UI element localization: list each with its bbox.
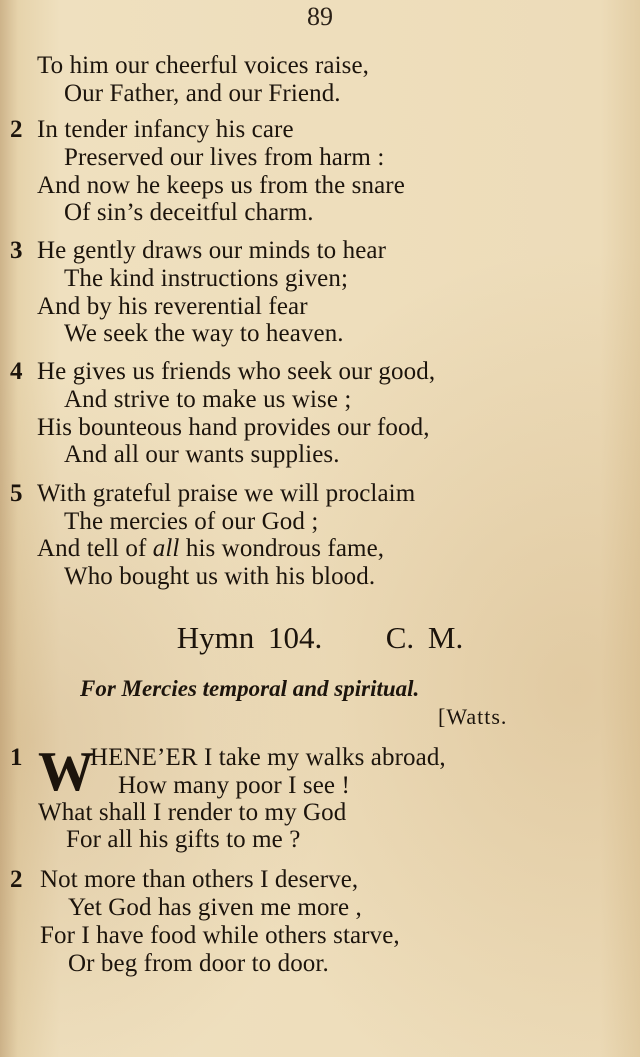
- emphasis-text: all: [152, 535, 180, 562]
- stanza-number: 2: [10, 866, 23, 893]
- verse-line: For I have food while others starve,: [40, 922, 400, 949]
- verse-line: Our Father, and our Friend.: [64, 80, 341, 107]
- stanza-number: 3: [10, 237, 23, 264]
- hymn-occasion: For Mercies temporal and spiritual.: [80, 676, 420, 701]
- verse-line: Yet God has given me more ,: [68, 894, 362, 921]
- verse-line: We seek the way to heaven.: [64, 320, 344, 347]
- verse-line: And now he keeps us from the snare: [37, 172, 405, 199]
- verse-line: What shall I render to my God: [38, 799, 347, 826]
- verse-line: Who bought us with his blood.: [64, 563, 376, 590]
- verse-line: HENE’ER I take my walks abroad,: [90, 744, 446, 771]
- verse-line: For all his gifts to me ?: [66, 826, 301, 853]
- verse-line: In tender infancy his care: [37, 116, 294, 143]
- stanza-number: 1: [10, 744, 23, 771]
- drop-cap: W: [38, 741, 94, 803]
- stanza-number: 2: [10, 116, 23, 143]
- verse-text: his wondrous fame,: [185, 535, 385, 562]
- hymn-title: [0, 620, 640, 656]
- verse-line: Or beg from door to door.: [68, 950, 329, 977]
- verse-line: To him our cheerful voices raise,: [37, 52, 369, 79]
- verse-line: Not more than others I deserve,: [40, 866, 359, 893]
- stanza-number: 5: [10, 480, 23, 507]
- verse-line: And all our wants supplies.: [64, 441, 340, 468]
- verse-line: The mercies of our God ;: [64, 508, 319, 535]
- stanza-number: 4: [10, 358, 23, 385]
- verse-line: He gently draws our minds to hear: [37, 237, 387, 264]
- verse-line: Preserved our lives from harm :: [64, 144, 385, 171]
- verse-line: [37, 535, 384, 563]
- verse-line: The kind instructions given;: [64, 265, 349, 292]
- hymn-attribution: [Watts.: [438, 704, 508, 729]
- hymn-number: Hymn 104.: [176, 620, 323, 655]
- verse-line: With grateful praise we will proclaim: [37, 480, 416, 507]
- verse-line: He gives us friends who seek our good,: [37, 358, 436, 385]
- verse-line: His bounteous hand provides our food,: [37, 414, 430, 441]
- verse-line: And by his reverential fear: [37, 293, 308, 320]
- verse-line: Of sin’s deceitful charm.: [64, 199, 314, 226]
- verse-line: And strive to make us wise ;: [64, 386, 352, 413]
- hymn-meter: C. M.: [385, 620, 464, 655]
- page-number: 89: [307, 2, 333, 31]
- verse-text: And tell of: [37, 535, 147, 562]
- verse-line: How many poor I see !: [118, 772, 350, 799]
